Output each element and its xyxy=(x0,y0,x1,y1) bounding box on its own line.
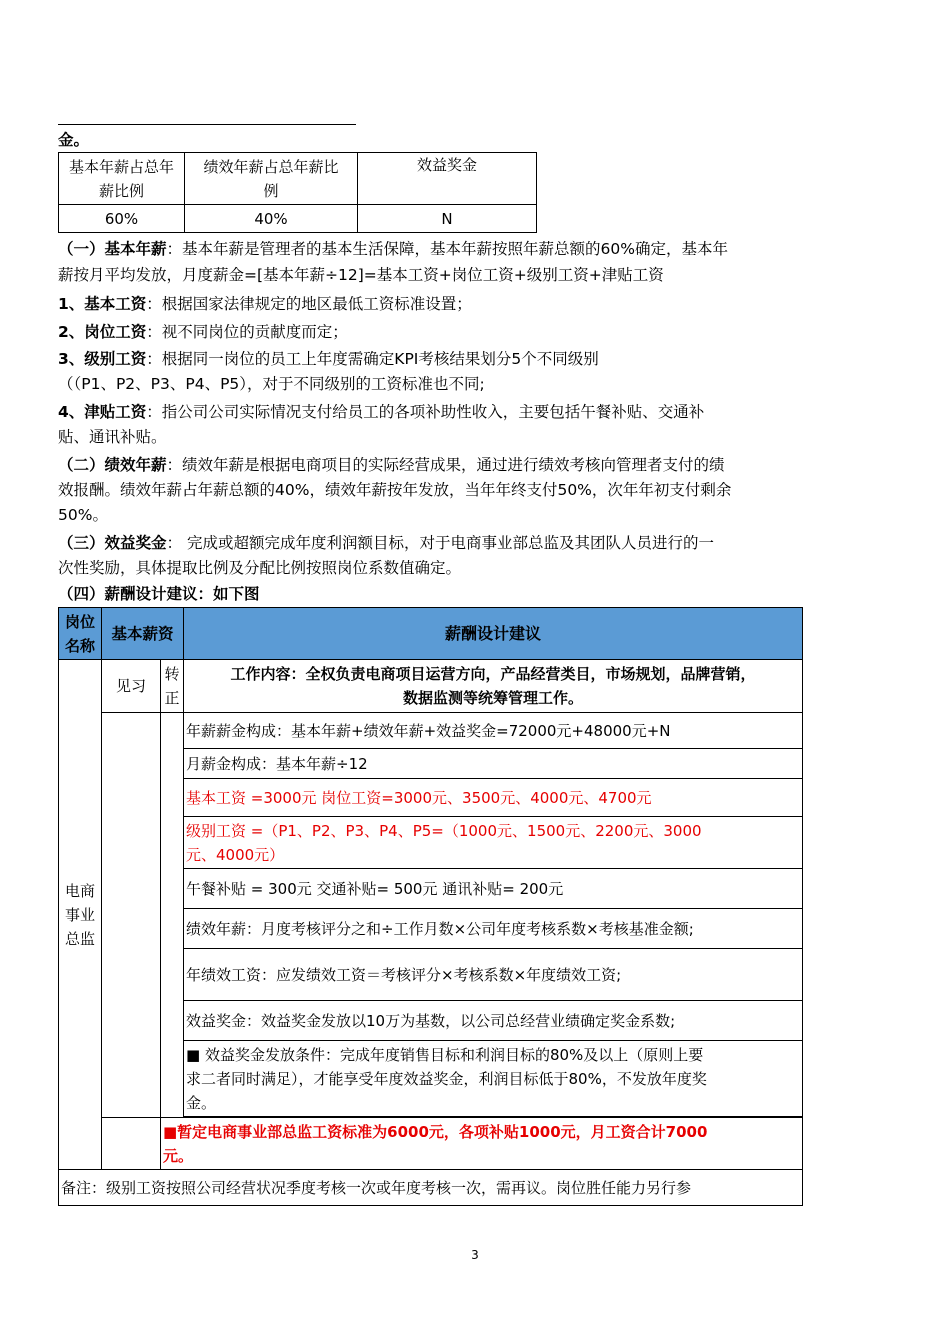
remark-row: 备注：级别工资按照公司经营状况季度考核一次或年度考核一次，需再议。岗位胜任能力另行参 xyxy=(59,1170,803,1206)
item1: 1、基本工资：根据国家法律规定的地区最低工资标准设置； xyxy=(58,295,472,313)
row-perf-annual: 绩效年薪：月度考核评分之和÷工作月数×公司年度考核系数×考核基准金额; xyxy=(184,909,803,949)
top-rule xyxy=(58,124,356,125)
blank-summary-probation xyxy=(102,1118,161,1170)
s3-line1: （三）效益奖金： 完成或超额完成年度利润额目标，对于电商事业部总监及其团队人员进行的一 xyxy=(58,534,714,552)
item2: 2、岗位工资：视不同岗位的贡献度而定； xyxy=(58,323,348,341)
row-perf-wage: 年绩效工资：应发绩效工资＝考核评分×考核系数×年度绩效工资; xyxy=(184,949,803,1001)
blank-regular xyxy=(161,713,184,1118)
row-base-wage: 基本工资 =3000元 岗位工资=3000元、3500元、4000元、4700元 xyxy=(184,779,803,817)
regular-cell: 转 正 xyxy=(161,660,184,713)
blank-probation xyxy=(102,713,161,1118)
ratio-header-perf: 绩效年薪占总年薪比 例 xyxy=(185,153,358,205)
heading-fragment: 金。 xyxy=(58,131,90,149)
s4-title: （四）薪酬设计建议：如下图 xyxy=(58,585,260,603)
work-content: 工作内容：全权负责电商项目运营方向，产品经营类目，市场规划，品牌营销， 数据监测等统筹管理工作。 xyxy=(184,660,803,713)
page-number: 3 xyxy=(471,1248,479,1262)
hdr-design: 薪酬设计建议 xyxy=(184,608,803,660)
ratio-table xyxy=(58,152,537,233)
row-annual: 年薪薪金构成：基本年薪+绩效年薪+效益奖金=72000元+48000元+N xyxy=(184,713,803,749)
s1-line2: 薪按月平均发放，月度薪金=[基本年薪÷12]=基本工资+岗位工资+级别工资+津贴工资 xyxy=(58,266,664,284)
ratio-value-base: 60% xyxy=(59,205,185,233)
salary-table xyxy=(58,607,803,1206)
ratio-header-base: 基本年薪占总年 薪比例 xyxy=(59,153,185,205)
position-cell: 电商 事业 总监 xyxy=(59,660,102,1170)
hdr-position: 岗位 名称 xyxy=(59,608,102,660)
row-monthly: 月薪金构成：基本年薪÷12 xyxy=(184,749,803,779)
item4: 4、津贴工资：指公司公司实际情况支付给员工的各项补助性收入，主要包括午餐补贴、交通补 xyxy=(58,403,705,421)
s3-line2: 次性奖励，具体提取比例及分配比例按照岗位系数值确定。 xyxy=(58,559,462,577)
probation-cell: 见习 xyxy=(102,660,161,713)
ratio-header-bonus: 效益奖金 xyxy=(358,153,537,205)
s1-line1: （一）基本年薪：基本年薪是管理者的基本生活保障，基本年薪按照年薪总额的60%确定，基本年 xyxy=(58,240,728,258)
s2-line3: 50%。 xyxy=(58,506,108,524)
row-bonus-condition: ■ 效益奖金发放条件：完成年度销售目标和利润目标的80%及以上（原则上要 求二者同时满足），才能享受年度效益奖金，利润目标低于80%，不发放年度奖 金。 xyxy=(184,1041,803,1117)
row-level-wage: 级别工资 =（P1、P2、P3、P4、P5=（1000元、1500元、2200元、3000 元、4000元） xyxy=(184,817,803,869)
summary-row: ■暂定电商事业部总监工资标准为6000元，各项补贴1000元，月工资合计7000 元。 xyxy=(161,1118,803,1170)
ratio-value-bonus: N xyxy=(358,205,537,233)
item3: 3、级别工资：根据同一岗位的员工上年度需确定KPI考核结果划分5个不同级别 xyxy=(58,350,599,368)
s2-line2: 效报酬。绩效年薪占年薪总额的40%，绩效年薪按年发放，当年年终支付50%，次年年初支付剩余 xyxy=(58,481,732,499)
item3-line2: （（P1、P2、P3、P4、P5），对于不同级别的工资标准也不同; xyxy=(58,375,485,393)
row-bonus: 效益奖金：效益奖金发放以10万为基数，以公司总经营业绩确定奖金系数; xyxy=(184,1001,803,1041)
s2-line1: （二）绩效年薪：绩效年薪是根据电商项目的实际经营成果，通过进行绩效考核向管理者支付的绩 xyxy=(58,456,725,474)
item4-line2: 贴、通讯补贴。 xyxy=(58,428,167,446)
hdr-base-salary: 基本薪资 xyxy=(102,608,184,660)
row-allowance: 午餐补贴 = 300元 交通补贴= 500元 通讯补贴= 200元 xyxy=(184,869,803,909)
ratio-value-perf: 40% xyxy=(185,205,358,233)
